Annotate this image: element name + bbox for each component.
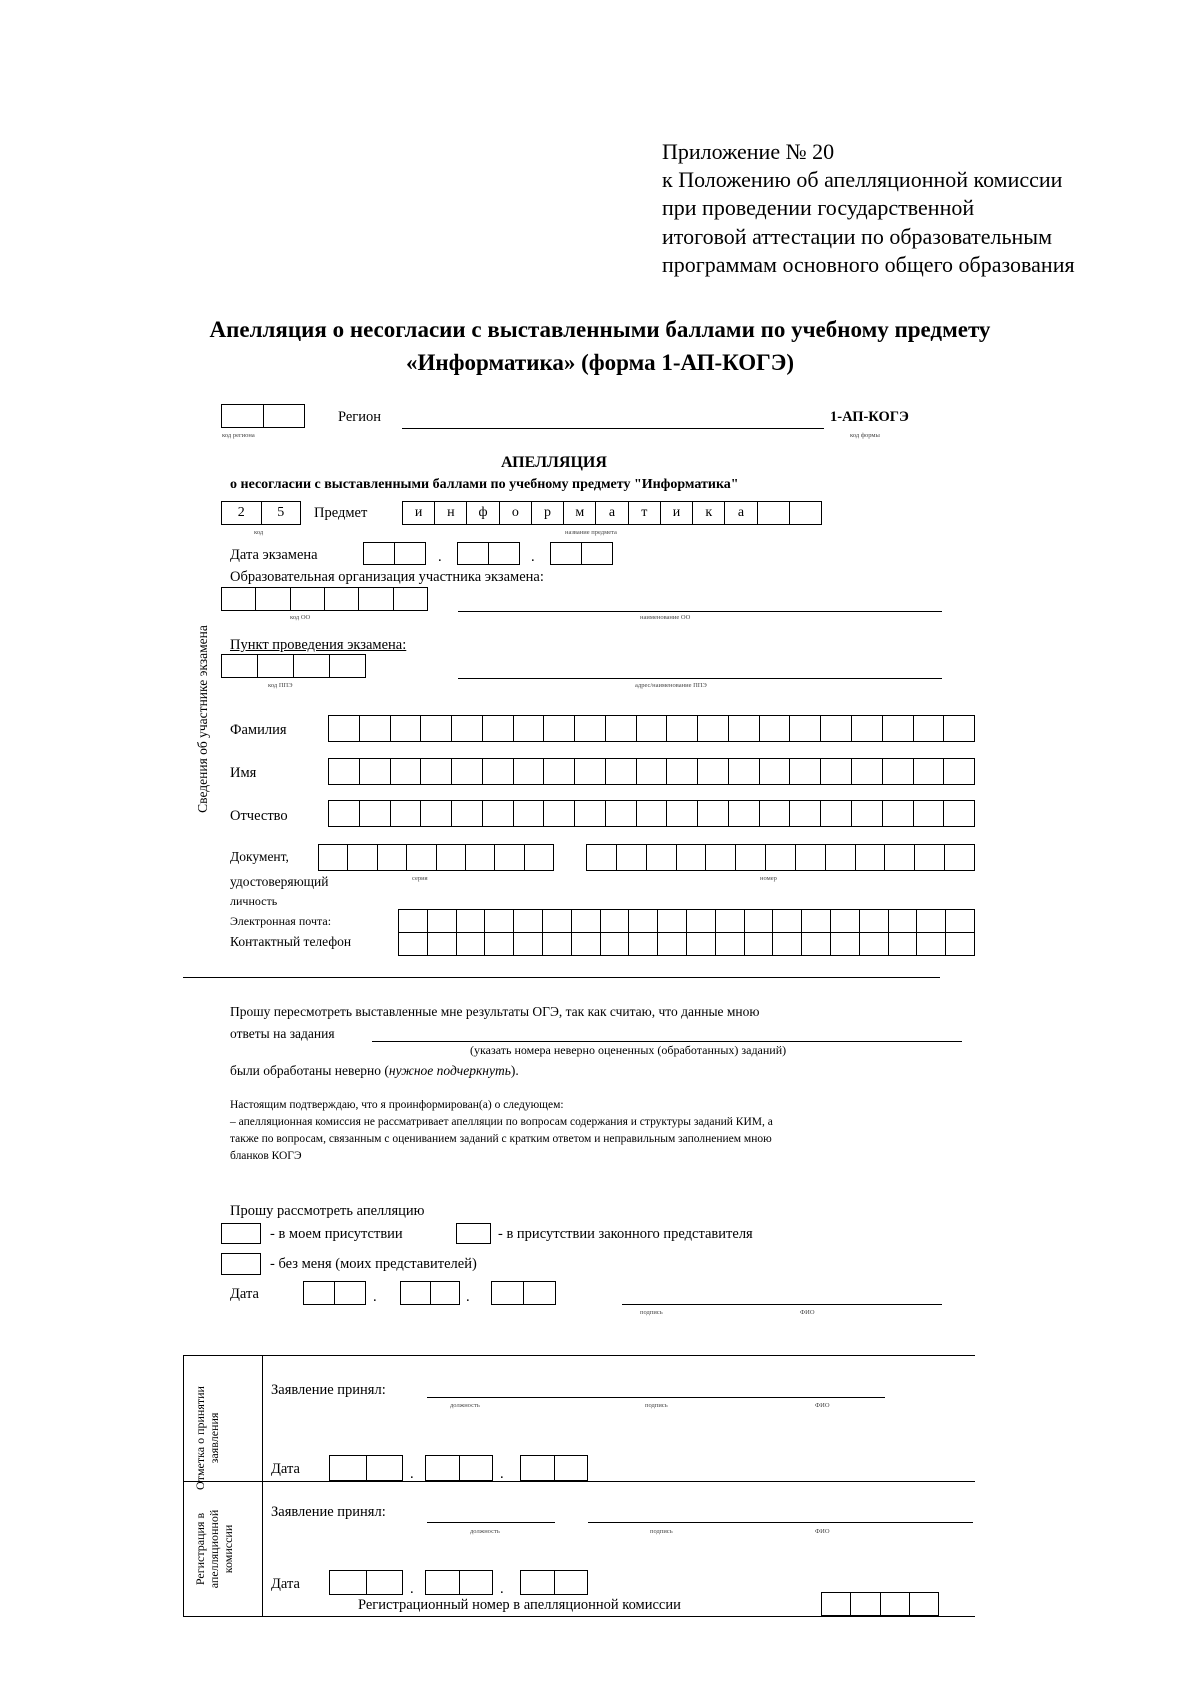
table-top-border [183, 1355, 975, 1356]
option-present-checkbox[interactable] [221, 1223, 261, 1244]
subject-code-digit: 2 [237, 505, 245, 520]
subject-letter: а [724, 502, 756, 524]
option-absent-checkbox[interactable] [221, 1253, 261, 1275]
date-year[interactable] [491, 1281, 556, 1305]
appendix-number: Приложение № 20 [662, 139, 835, 164]
confirm-line-1: Настоящим подтверждаю, что я проинформирован(а) о следующем: [230, 1099, 564, 1111]
ppe-code-cells[interactable] [221, 654, 366, 678]
table-bottom-border [183, 1616, 975, 1617]
receipt-fio-caption: ФИО [815, 1402, 830, 1409]
document-title-line-2: «Информатика» (форма 1-АП-КОГЭ) [405, 350, 795, 375]
ppe-label: Пункт проведения экзамена: [230, 637, 407, 653]
registration-date-month[interactable] [425, 1570, 493, 1595]
doc-series-cells[interactable] [318, 844, 554, 871]
registration-side-label: Регистрация в апелляционной комиссии [193, 1509, 235, 1589]
tasks-line[interactable] [372, 1041, 962, 1042]
table-left-border [183, 1355, 184, 1616]
receipt-accepted-line[interactable] [427, 1397, 885, 1398]
phone-label: Контактный телефон [230, 934, 352, 949]
region-label: Регион [338, 409, 382, 425]
exam-date-label: Дата экзамена [230, 547, 318, 563]
name-label: Имя [230, 765, 257, 781]
receipt-position-caption: должность [450, 1402, 480, 1409]
registration-date-year[interactable] [520, 1570, 588, 1595]
subject-code-caption: код [254, 529, 264, 536]
confirm-line-3: также по вопросам, связанным с оцениванием заданий с кратким ответом и неправильным заполнением мною [230, 1133, 772, 1145]
ppe-code-caption: код ППЭ [268, 682, 293, 689]
subject-letter [789, 502, 821, 524]
receipt-date-day[interactable] [329, 1455, 403, 1481]
table-inner-border [262, 1355, 263, 1616]
exam-date-month[interactable] [457, 542, 520, 565]
appeal-subheading: о несогласии с выставленными баллами по учебному предмету "Информатика" [230, 477, 739, 492]
date-month[interactable] [400, 1281, 460, 1305]
date-label: Дата [230, 1286, 259, 1302]
form-code: 1-АП-КОГЭ [830, 409, 909, 425]
receipt-side-label: Отметка о принятии заявления [193, 1386, 221, 1490]
subject-label: Предмет [314, 505, 368, 521]
region-line[interactable] [402, 428, 824, 429]
appendix-line-2: к Положению об апелляционной комиссии [662, 167, 1063, 192]
receipt-date-month[interactable] [425, 1455, 493, 1481]
surname-cells[interactable] [328, 715, 975, 742]
subject-code-cells[interactable] [221, 501, 301, 525]
subject-letter: и [414, 505, 423, 520]
subject-letter: к [692, 502, 724, 524]
subject-letter: н [434, 502, 466, 524]
phone-cells[interactable] [398, 932, 975, 956]
surname-label: Фамилия [230, 722, 287, 738]
appeal-heading: АПЕЛЛЯЦИЯ [501, 454, 607, 471]
registration-accepted-label: Заявление принял: [271, 1504, 386, 1520]
org-code-cells[interactable] [221, 587, 428, 611]
option-absent-label: - без меня (моих представителей) [270, 1256, 477, 1272]
table-middle-border [183, 1481, 975, 1482]
registration-date-label: Дата [271, 1576, 300, 1592]
registration-fio-caption: ФИО [815, 1528, 830, 1535]
subject-name-cells[interactable] [402, 501, 822, 525]
doc-number-caption: номер [760, 875, 777, 882]
doc-label-1: Документ, [230, 849, 289, 864]
option-rep-label: - в присутствии законного представителя [498, 1226, 753, 1242]
patronymic-cells[interactable] [328, 800, 975, 827]
email-label: Электронная почта: [230, 914, 332, 928]
registration-signature-caption: подпись [650, 1528, 673, 1535]
doc-number-cells[interactable] [586, 844, 975, 871]
org-name-line[interactable] [458, 611, 942, 612]
request-line-3: были обработаны неверно (нужное подчеркнуть). [230, 1063, 519, 1078]
region-code-cells[interactable] [221, 404, 305, 428]
doc-label-3: личность [230, 894, 278, 908]
ppe-address-caption: адрес/наименование ППЭ [635, 682, 707, 689]
doc-label-2: удостоверяющий [230, 874, 329, 889]
org-code-caption: код ОО [290, 614, 311, 621]
name-cells[interactable] [328, 758, 975, 785]
receipt-date-label: Дата [271, 1461, 300, 1477]
subject-letter: т [628, 502, 660, 524]
request-line-1: Прошу пересмотреть выставленные мне результаты ОГЭ, так как считаю, что данные мною [230, 1004, 760, 1019]
reg-number-label: Регистрационный номер в апелляционной комиссии [358, 1597, 681, 1613]
subject-code-digit: 5 [261, 502, 301, 524]
subject-letter: р [531, 502, 563, 524]
signature-line[interactable] [622, 1304, 942, 1305]
subject-letter: и [660, 502, 692, 524]
request-line-2: ответы на задания [230, 1026, 335, 1041]
document-title-line-1: Апелляция о несогласии с выставленными баллами по учебному предмету [209, 317, 991, 342]
exam-date-year[interactable] [550, 542, 613, 565]
registration-signature-line[interactable] [588, 1522, 973, 1523]
option-rep-checkbox[interactable] [456, 1223, 491, 1244]
receipt-signature-caption: подпись [645, 1402, 668, 1409]
confirm-line-4: бланков КОГЭ [230, 1150, 302, 1162]
section-divider [183, 977, 940, 978]
consider-label: Прошу рассмотреть апелляцию [230, 1203, 425, 1219]
appendix-line-5: программам основного общего образования [662, 252, 1075, 277]
fio-caption: ФИО [800, 1309, 815, 1316]
org-name-caption: наименование ОО [640, 614, 691, 621]
org-label: Образовательная организация участника экзамена: [230, 569, 544, 585]
tasks-caption: (указать номера неверно оцененных (обработанных) заданий) [470, 1043, 787, 1057]
appendix-line-4: итоговой аттестации по образовательным [662, 224, 1053, 249]
patronymic-label: Отчество [230, 808, 288, 824]
appendix-line-3: при проведении государственной [662, 195, 975, 220]
email-cells[interactable] [398, 909, 975, 933]
subject-letter: м [563, 502, 595, 524]
registration-position-line[interactable] [427, 1522, 555, 1523]
registration-date-day[interactable] [329, 1570, 403, 1595]
date-day[interactable] [303, 1281, 366, 1305]
registration-position-caption: должность [470, 1528, 500, 1535]
subject-letter: о [499, 502, 531, 524]
reg-number-cells[interactable] [821, 1592, 939, 1616]
receipt-accepted-label: Заявление принял: [271, 1382, 386, 1398]
receipt-date-year[interactable] [520, 1455, 588, 1481]
signature-caption: подпись [640, 1309, 663, 1316]
exam-date-day[interactable] [363, 542, 426, 565]
region-code-caption: код региона [222, 432, 255, 439]
subject-letter: а [595, 502, 627, 524]
form-code-caption: код формы [850, 432, 880, 439]
participant-side-label: Сведения об участнике экзамена [195, 625, 210, 813]
ppe-address-line[interactable] [458, 678, 942, 679]
subject-name-caption: название предмета [565, 529, 617, 536]
subject-letter [757, 502, 789, 524]
doc-series-caption: серия [412, 875, 428, 882]
confirm-line-2: – апелляционная комиссия не рассматривает апелляции по вопросам содержания и структуры заданий КИМ, а [230, 1116, 773, 1128]
subject-letter: ф [466, 502, 498, 524]
option-present-label: - в моем присутствии [270, 1226, 403, 1242]
